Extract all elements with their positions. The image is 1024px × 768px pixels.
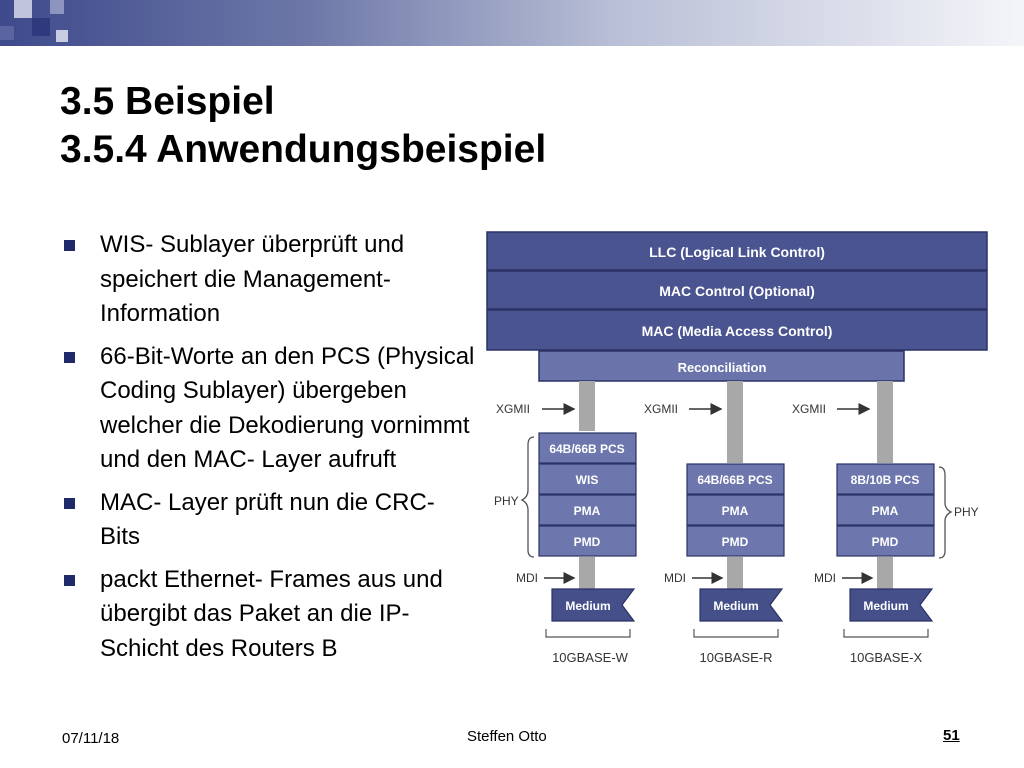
bullet-text: WIS- Sublayer überprüft und speichert die Management-Information (100, 231, 405, 327)
llc-layer-label: LLC (Logical Link Control) (649, 244, 825, 260)
bullet-item (60, 486, 480, 555)
bullet-square-icon (64, 498, 75, 509)
decor-square (14, 0, 32, 18)
slide-title (60, 78, 546, 174)
mac-control-layer-label: MAC Control (Optional) (659, 283, 815, 299)
pma-layer-label: PMA (573, 504, 601, 518)
pmd-layer-label: PMD (871, 535, 899, 549)
pmd-layer-label: PMD (721, 535, 749, 549)
decor-square (32, 18, 50, 36)
bullet-item (60, 228, 480, 332)
bullet-list (60, 228, 480, 674)
stack-name-label: 10GBASE-W (552, 650, 628, 665)
bullet-item (60, 340, 480, 478)
medium-label: Medium (863, 599, 909, 613)
footer-author: Steffen Otto (467, 728, 547, 745)
pcs-layer-label: 64B/66B PCS (697, 473, 773, 487)
bullet-square-icon (64, 240, 75, 251)
phy-label-left: PHY (494, 494, 519, 508)
bullet-square-icon (64, 575, 75, 586)
wis-layer-label: WIS (575, 473, 599, 487)
phy-brace-left (522, 437, 534, 557)
pma-layer-label: PMA (721, 504, 749, 518)
mac-layer-label: MAC (Media Access Control) (641, 323, 833, 339)
connector-bar (727, 557, 743, 589)
connector-bar (579, 557, 595, 589)
mdi-label: MDI (516, 571, 538, 585)
bullet-text: MAC- Layer prüft nun die CRC- Bits (100, 488, 435, 550)
stack-name-label: 10GBASE-X (849, 650, 923, 665)
page-number: 51 (943, 727, 960, 744)
connector-bar (877, 557, 893, 589)
connector-bar (877, 381, 893, 463)
bullet-item (60, 563, 480, 667)
bullet-square-icon (64, 352, 75, 363)
bullet-text: 66-Bit-Worte an den PCS (Physical Coding Sublayer) übergeben welcher die Dekodierung vornimmt und den MAC- Layer aufruft (100, 342, 475, 473)
xgmii-label: XGMII (496, 402, 531, 416)
pcs-layer-label: 8B/10B PCS (850, 473, 920, 487)
stack-bracket (844, 629, 928, 637)
title-line-1: 3.5 Beispiel (60, 80, 275, 123)
bullet-text: packt Ethernet- Frames aus und übergibt das Paket an die IP- Schicht des Routers B (100, 565, 443, 662)
phy-label-right: PHY (954, 505, 979, 519)
pmd-layer-label: PMD (573, 535, 601, 549)
reconciliation-label: Reconciliation (677, 360, 767, 375)
xgmii-label: XGMII (644, 402, 679, 416)
mdi-label: MDI (814, 571, 836, 585)
xgmii-label: XGMII (792, 402, 827, 416)
connector-bar (727, 381, 743, 463)
phy-brace-right (939, 467, 951, 558)
pma-layer-label: PMA (871, 504, 899, 518)
decor-square (56, 30, 68, 42)
top-decor-bar (0, 0, 1024, 46)
medium-label: Medium (565, 599, 611, 613)
stack-bracket (694, 629, 778, 637)
ethernet-layer-diagram (484, 205, 1004, 675)
mdi-label: MDI (664, 571, 686, 585)
connector-bar (579, 381, 595, 431)
title-line-2: 3.5.4 Anwendungsbeispiel (60, 128, 547, 171)
footer-date: 07/11/18 (62, 730, 120, 747)
decor-square (0, 26, 14, 40)
decor-square (50, 0, 64, 14)
medium-label: Medium (713, 599, 759, 613)
pcs-layer-label: 64B/66B PCS (549, 442, 625, 456)
stack-bracket (546, 629, 630, 637)
stack-name-label: 10GBASE-R (699, 650, 773, 665)
